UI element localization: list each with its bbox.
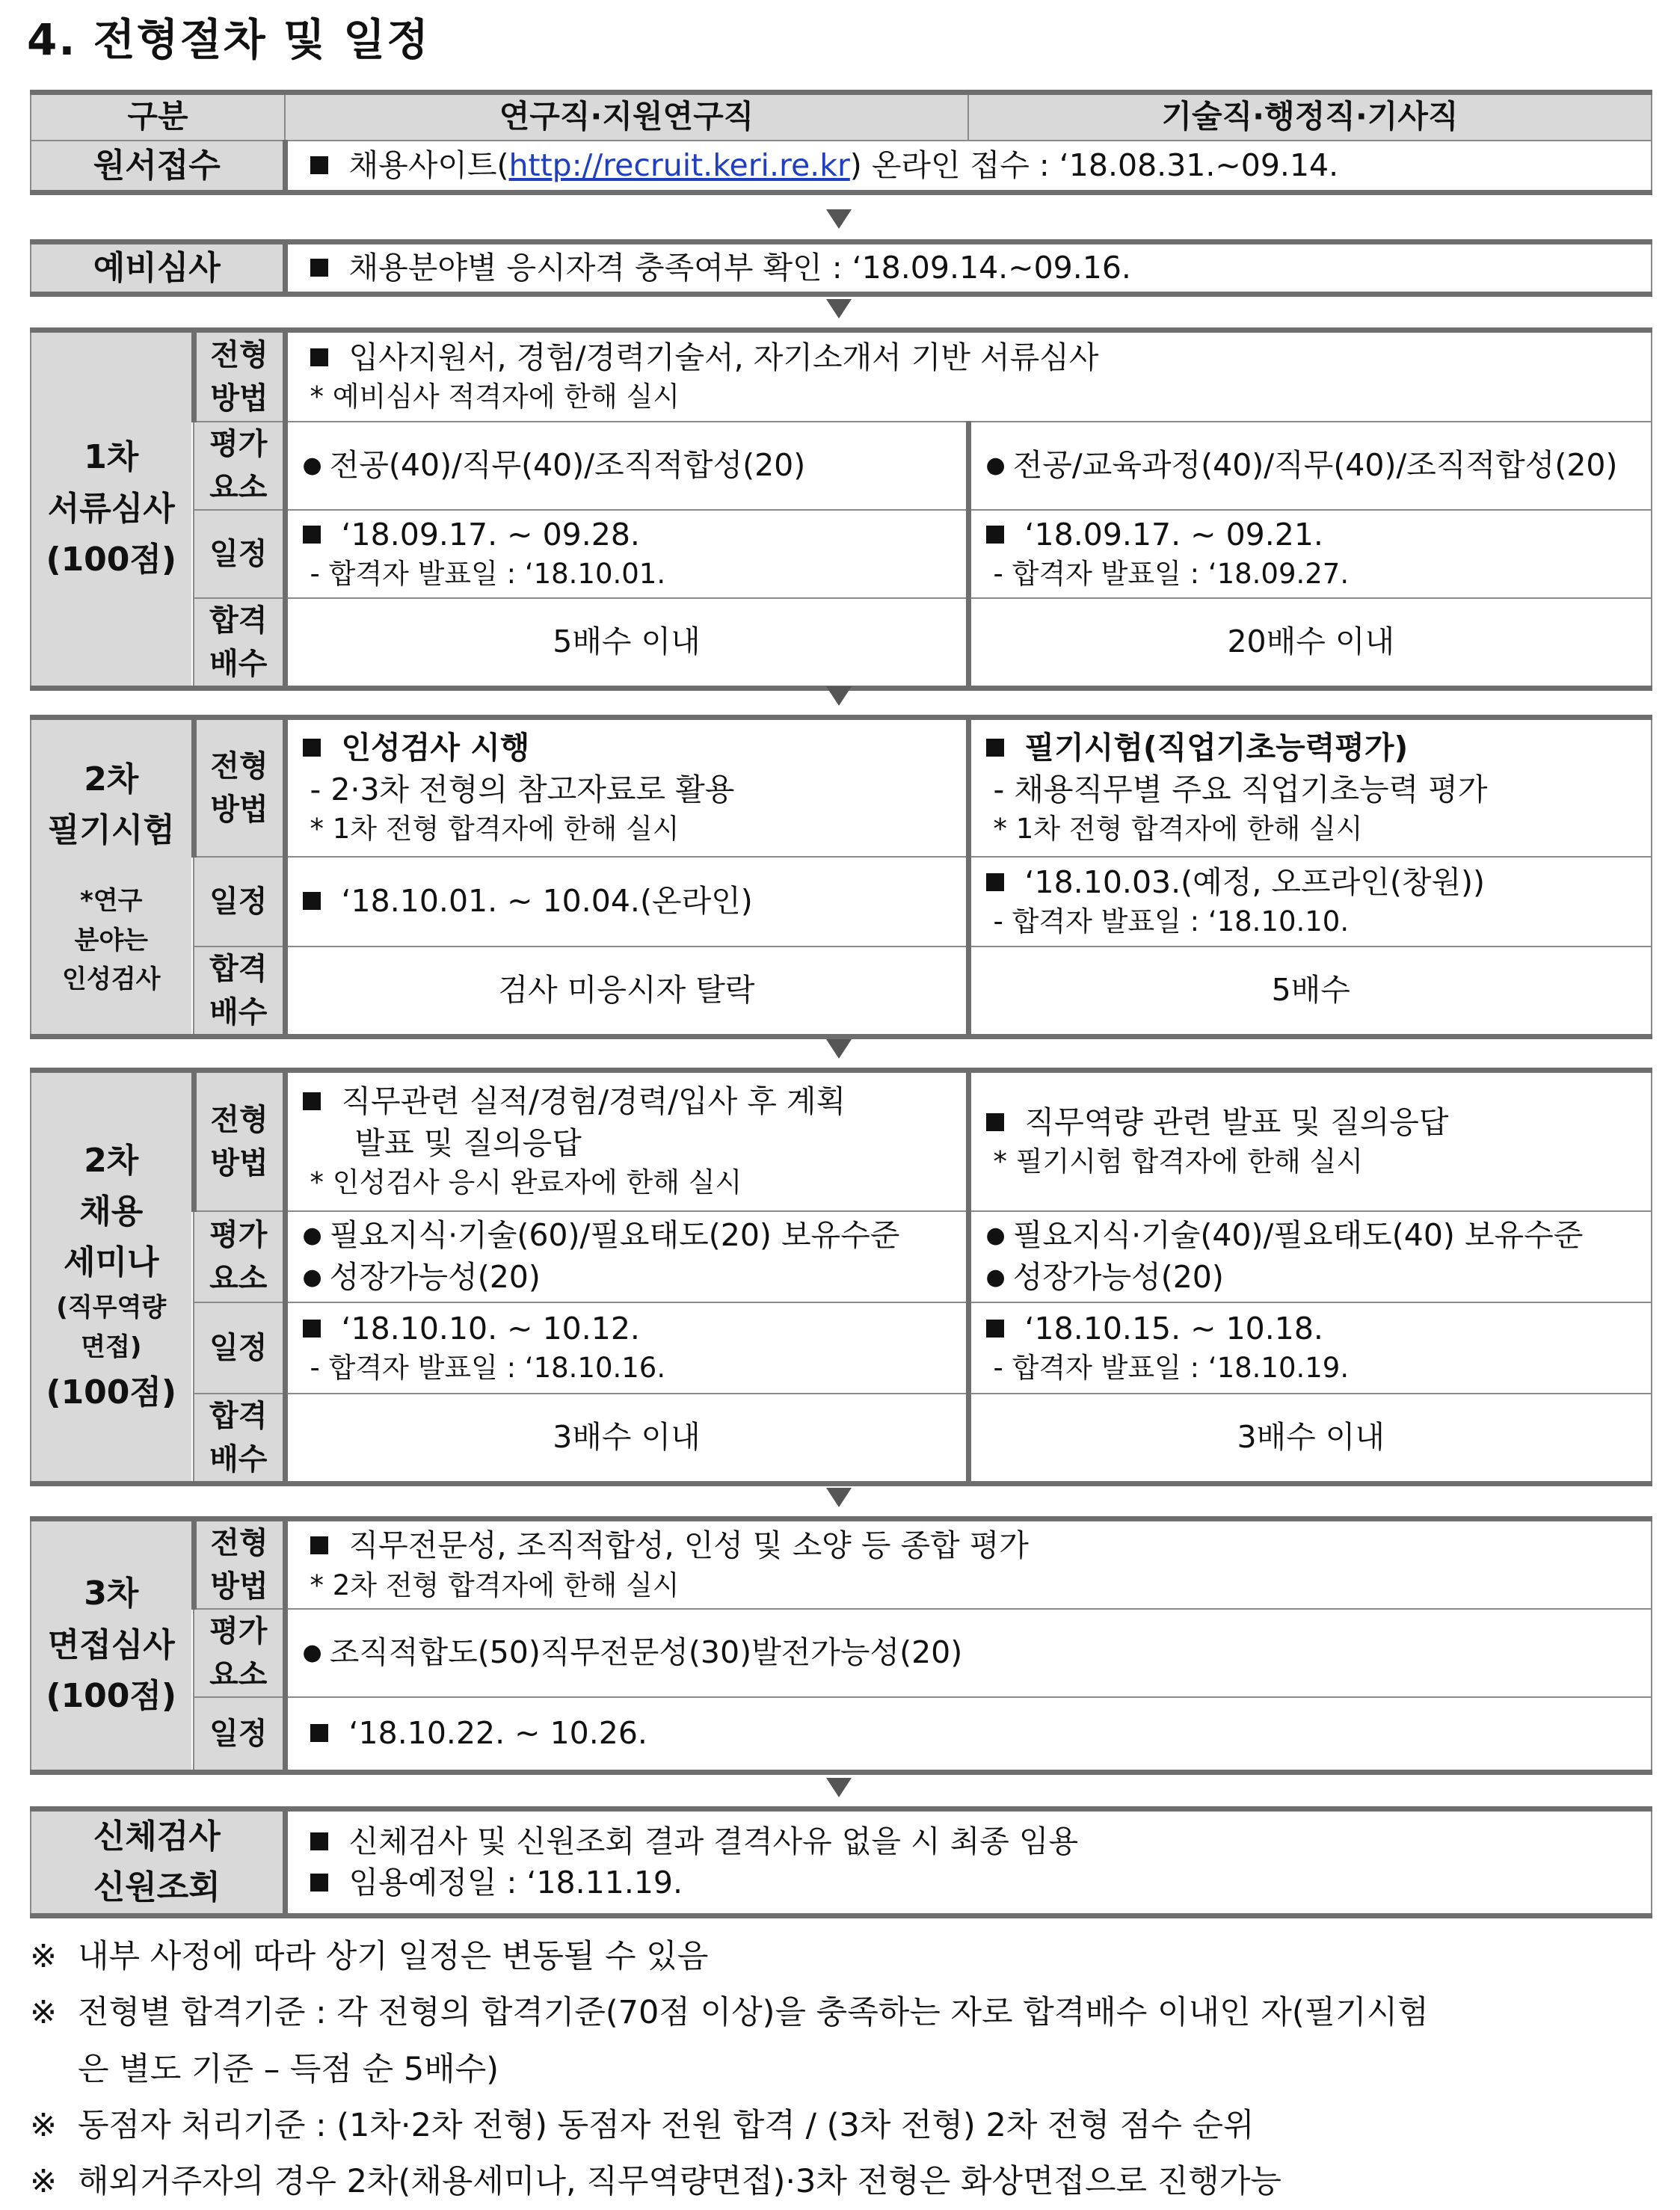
stage3-label-1: 3차: [84, 1575, 139, 1613]
stage2s-label-2: 채용: [79, 1192, 144, 1231]
stage1-eval-label: [194, 422, 285, 510]
square-bullet-icon: [310, 1536, 328, 1554]
note-2-cont: [30, 2042, 1656, 2098]
stage2w-tech-note: * 1차 전형 합격자에 한해 실시: [993, 813, 1363, 846]
stage2w-research-line: - 2·3차 전형의 참고자료로 활용: [310, 771, 735, 807]
stage1-sched-tech: [968, 510, 1652, 598]
stage2w-research-title: 인성검사 시행: [341, 730, 530, 766]
stage2w-sched-tech: [968, 857, 1652, 947]
stage2s-label-3: 세미나: [63, 1243, 159, 1282]
square-bullet-icon: [303, 739, 321, 757]
down-arrow-icon: [826, 1488, 852, 1507]
stage2s-label-5: 면접): [81, 1332, 142, 1362]
square-bullet-icon: [303, 526, 321, 544]
dot-bullet-icon: ●: [985, 1222, 1006, 1249]
stage1-eval-tech-text: 전공/교육과정(40)/직무(40)/조직적합성(20): [1012, 446, 1618, 483]
stage3-table: [30, 1516, 1652, 1775]
method-label-2: 방법: [210, 381, 268, 416]
stage2s-eval-research-1: 필요지식·기술(60)/필요태도(20) 보유수준: [329, 1217, 900, 1254]
header-apply-table: [30, 90, 1652, 195]
method-label-2: 방법: [210, 1145, 268, 1181]
apply-text-before: 채용사이트(: [348, 147, 509, 183]
stage3-eval-text: 조직적합도(50)직무전문성(30)발전가능성(20): [329, 1634, 963, 1671]
stage1-pass-research: 5배수 이내: [285, 598, 968, 689]
square-bullet-icon: [310, 1832, 328, 1850]
stage2w-label: [31, 718, 194, 1037]
square-bullet-icon: [986, 1320, 1004, 1338]
stage2w-tech-title: 필기시험(직업기초능력평가): [1024, 730, 1409, 766]
stage2-written-table: [30, 715, 1652, 1039]
stage2s-label-6: (100점): [46, 1373, 177, 1412]
stage1-label-2: 서류심사: [47, 489, 175, 528]
apply-label: 원서접수: [31, 141, 285, 193]
final-table: [30, 1806, 1652, 1918]
stage3-eval: [285, 1609, 1652, 1697]
stage2s-research-method-2: 발표 및 질의응답: [354, 1124, 582, 1161]
stage2w-method-tech: [968, 718, 1652, 857]
reference-mark-icon: ※: [30, 1994, 58, 2032]
note-1-text: 내부 사정에 따라 상기 일정은 변동될 수 있음: [78, 1938, 709, 1975]
stage2s-method-label: [194, 1071, 285, 1211]
note-3: [30, 2098, 1656, 2154]
square-bullet-icon: [310, 156, 328, 174]
stage3-sched: [285, 1697, 1652, 1772]
stage2s-pass-research: 3배수 이내: [285, 1394, 968, 1484]
stage2w-note-1: *연구: [80, 885, 143, 916]
stage2w-pass-research: 검사 미응시자 탈락: [285, 947, 968, 1037]
reference-mark-icon: ※: [30, 2163, 58, 2200]
final-label: [31, 1809, 285, 1916]
stage2w-pass-tech: 5배수: [968, 947, 1652, 1037]
stage1-method-label: [194, 330, 285, 422]
apply-content: [285, 141, 1652, 193]
reference-mark-icon: ※: [30, 1938, 58, 1975]
stage2s-label-4: (직무역량: [56, 1293, 167, 1323]
stage2w-sched-label: 일정: [194, 857, 285, 947]
header-category: 구분: [31, 93, 285, 141]
stage2w-sched-tech-text: ‘18.10.03.(예정, 오프라인(창원)): [1024, 864, 1486, 900]
stage2s-pass-label: [194, 1394, 285, 1484]
header-tech: 기술직·행정직·기사직: [968, 93, 1652, 141]
stage1-sched-research-text: ‘18.09.17. ~ 09.28.: [341, 516, 640, 552]
stage1-label-3: (100점): [46, 540, 177, 579]
pass-label-2: 배수: [209, 646, 268, 681]
prescreen-label: 예비심사: [31, 242, 285, 295]
square-bullet-icon: [310, 1874, 328, 1892]
prescreen-table: [30, 239, 1652, 297]
stage2w-announce-tech: - 합격자 발표일 : ‘18.10.10.: [993, 905, 1350, 938]
prescreen-content: [285, 242, 1652, 295]
method-label-1: 전형: [210, 748, 268, 784]
stage3-label-3: (100점): [46, 1676, 177, 1715]
note-2-cont-text: 은 별도 기준 – 득점 순 5배수): [78, 2050, 499, 2088]
pass-label-2: 배수: [209, 1441, 268, 1477]
stage3-sched-text: ‘18.10.22. ~ 10.26.: [348, 1715, 647, 1752]
stage2w-label-2: 필기시험: [47, 810, 175, 849]
stage1-method-note: * 예비심사 적격자에 한해 실시: [310, 381, 680, 413]
note-3-text: 동점자 처리기준 : (1차·2차 전형) 동점자 전원 합격 / (3차 전형) 2차 전형 점수 순위: [78, 2106, 1255, 2144]
reference-mark-icon: ※: [30, 2106, 58, 2144]
stage2w-sched-research-text: ‘18.10.01. ~ 10.04.(온라인): [341, 882, 753, 919]
apply-text-after: ) 온라인 접수 : ‘18.08.31.~09.14.: [849, 147, 1339, 183]
square-bullet-icon: [310, 259, 328, 277]
square-bullet-icon: [986, 739, 1004, 757]
stage1-label-1: 1차: [84, 438, 139, 477]
dot-bullet-icon: ●: [302, 1222, 322, 1249]
stage2s-announce-research: - 합격자 발표일 : ‘18.10.16.: [310, 1352, 666, 1385]
stage3-eval-label: [194, 1609, 285, 1697]
stage2w-label-1: 2차: [84, 760, 139, 798]
stage2s-eval-label: [194, 1211, 285, 1302]
down-arrow-icon: [826, 1778, 852, 1797]
stage2s-sched-tech-text: ‘18.10.15. ~ 10.18.: [1024, 1310, 1323, 1346]
stage2s-eval-research-2: 성장가능성(20): [329, 1258, 541, 1295]
note-4: [30, 2154, 1656, 2210]
eval-label-1: 평가: [209, 426, 268, 461]
stage2-seminar-table: [30, 1068, 1652, 1486]
stage2w-note-3: 인성검사: [62, 964, 161, 995]
eval-label-1: 평가: [209, 1614, 268, 1649]
down-arrow-icon: [826, 686, 852, 706]
note-2-text: 전형별 합격기준 : 각 전형의 합격기준(70점 이상)을 충족하는 자로 합격배수 이내인 자(필기시험: [78, 1994, 1429, 2032]
final-line-2: 임용예정일 : ‘18.11.19.: [348, 1865, 683, 1901]
square-bullet-icon: [986, 1113, 1004, 1131]
stage2s-research-method-1: 직무관련 실적/경험/경력/입사 후 계획: [341, 1083, 846, 1120]
notes-section: [30, 1929, 1656, 2210]
stage2s-tech-method: 직무역량 관련 발표 및 질의응답: [1024, 1104, 1449, 1141]
final-line-1: 신체검사 및 신원조회 결과 결격사유 없을 시 최종 임용: [348, 1823, 1079, 1859]
stage2s-pass-tech: 3배수 이내: [968, 1394, 1652, 1484]
final-label-2: 신원조회: [93, 1868, 221, 1907]
pass-label-1: 합격: [209, 1398, 268, 1433]
stage3-method: [285, 1519, 1652, 1610]
stage2s-method-tech: [968, 1071, 1652, 1211]
dot-bullet-icon: ●: [985, 1263, 1006, 1290]
eval-label-2: 요소: [209, 1658, 268, 1692]
stage2s-eval-tech: [968, 1211, 1652, 1302]
method-label-2: 방법: [210, 792, 268, 827]
stage2w-method-research: [285, 718, 968, 857]
stage3-method-label: [194, 1519, 285, 1610]
method-label-1: 전형: [210, 1526, 268, 1560]
stage2s-sched-research: [285, 1302, 968, 1394]
header-research: 연구직·지원연구직: [285, 93, 968, 141]
square-bullet-icon: [310, 1724, 328, 1742]
stage1-method: [285, 330, 1652, 422]
stage1-announce-tech: - 합격자 발표일 : ‘18.09.27.: [993, 558, 1350, 591]
stage2s-label: [31, 1071, 194, 1484]
stage3-sched-label: 일정: [194, 1697, 285, 1772]
pass-label-1: 합격: [209, 951, 268, 986]
stage2s-eval-tech-1: 필요지식·기술(40)/필요태도(40) 보유수준: [1012, 1217, 1584, 1254]
down-arrow-icon: [826, 299, 852, 318]
square-bullet-icon: [986, 873, 1004, 891]
square-bullet-icon: [310, 348, 328, 366]
final-content: [285, 1809, 1652, 1916]
stage2w-tech-line: - 채용직무별 주요 직업기초능력 평가: [993, 771, 1488, 807]
stage2s-eval-tech-2: 성장가능성(20): [1012, 1258, 1224, 1295]
square-bullet-icon: [986, 526, 1004, 544]
down-arrow-icon: [826, 209, 852, 229]
stage3-method-note: * 2차 전형 합격자에 한해 실시: [310, 1569, 680, 1601]
stage2w-sched-research: [285, 857, 968, 947]
stage2s-sched-tech: [968, 1302, 1652, 1394]
note-1: [30, 1929, 1656, 1985]
stage3-label-2: 면접심사: [47, 1625, 175, 1664]
stage1-sched-research: [285, 510, 968, 598]
square-bullet-icon: [303, 1320, 321, 1338]
down-arrow-icon: [826, 1039, 852, 1059]
note-2: [30, 1985, 1656, 2041]
stage2s-research-note: * 인성검사 응시 완료자에 한해 실시: [310, 1166, 742, 1199]
stage1-sched-label: 일정: [194, 510, 285, 598]
stage2s-sched-label: 일정: [194, 1302, 285, 1394]
prescreen-text: 채용분야별 응시자격 충족여부 확인 : ‘18.09.14.~09.16.: [348, 249, 1131, 286]
stage1-eval-research: [285, 422, 968, 510]
stage3-label: [31, 1519, 194, 1773]
note-4-text: 해외거주자의 경우 2차(채용세미나, 직무역량면접)·3차 전형은 화상면접으로 진행가능: [78, 2163, 1281, 2200]
method-label-1: 전형: [210, 337, 268, 372]
stage2s-announce-tech: - 합격자 발표일 : ‘18.10.19.: [993, 1352, 1350, 1385]
stage2w-note-2: 분야는: [74, 925, 149, 955]
square-bullet-icon: [303, 1092, 321, 1110]
stage2s-method-research: [285, 1071, 968, 1211]
page-title: 4. 전형절차 및 일정: [27, 14, 431, 65]
stage1-eval-research-text: 전공(40)/직무(40)/조직적합성(20): [329, 446, 806, 483]
stage2s-eval-research: [285, 1211, 968, 1302]
dot-bullet-icon: ●: [302, 1263, 322, 1290]
stage1-method-text: 입사지원서, 경험/경력기술서, 자기소개서 기반 서류심사: [348, 339, 1099, 376]
dot-bullet-icon: ●: [302, 452, 322, 478]
eval-label-2: 요소: [209, 1261, 268, 1296]
dot-bullet-icon: ●: [985, 452, 1006, 478]
stage2s-tech-note: * 필기시험 합격자에 한해 실시: [993, 1145, 1363, 1178]
stage1-pass-label: [194, 598, 285, 689]
stage2w-method-label: [194, 718, 285, 857]
pass-label-1: 합격: [209, 603, 268, 638]
stage1-announce-research: - 합격자 발표일 : ‘18.10.01.: [310, 558, 666, 591]
stage1-eval-tech: [968, 422, 1652, 510]
stage1-table: [30, 327, 1652, 691]
eval-label-2: 요소: [209, 470, 268, 505]
stage1-label: [31, 330, 194, 689]
method-label-1: 전형: [210, 1102, 268, 1137]
stage2w-research-note: * 1차 전형 합격자에 한해 실시: [310, 813, 680, 846]
stage1-sched-tech-text: ‘18.09.17. ~ 09.21.: [1024, 516, 1323, 552]
dot-bullet-icon: ●: [302, 1640, 322, 1666]
pass-label-2: 배수: [209, 994, 268, 1029]
stage2s-sched-research-text: ‘18.10.10. ~ 10.12.: [341, 1310, 640, 1346]
stage2w-pass-label: [194, 947, 285, 1037]
recruit-site-link[interactable]: http://recruit.keri.re.kr: [508, 147, 850, 183]
stage1-pass-tech: 20배수 이내: [968, 598, 1652, 689]
final-label-1: 신체검사: [93, 1817, 221, 1856]
eval-label-1: 평가: [209, 1217, 268, 1252]
stage3-method-text: 직무전문성, 조직적합성, 인성 및 소양 등 종합 평가: [348, 1527, 1029, 1564]
stage2s-label-1: 2차: [84, 1141, 139, 1180]
square-bullet-icon: [303, 892, 321, 910]
method-label-2: 방법: [210, 1569, 268, 1604]
